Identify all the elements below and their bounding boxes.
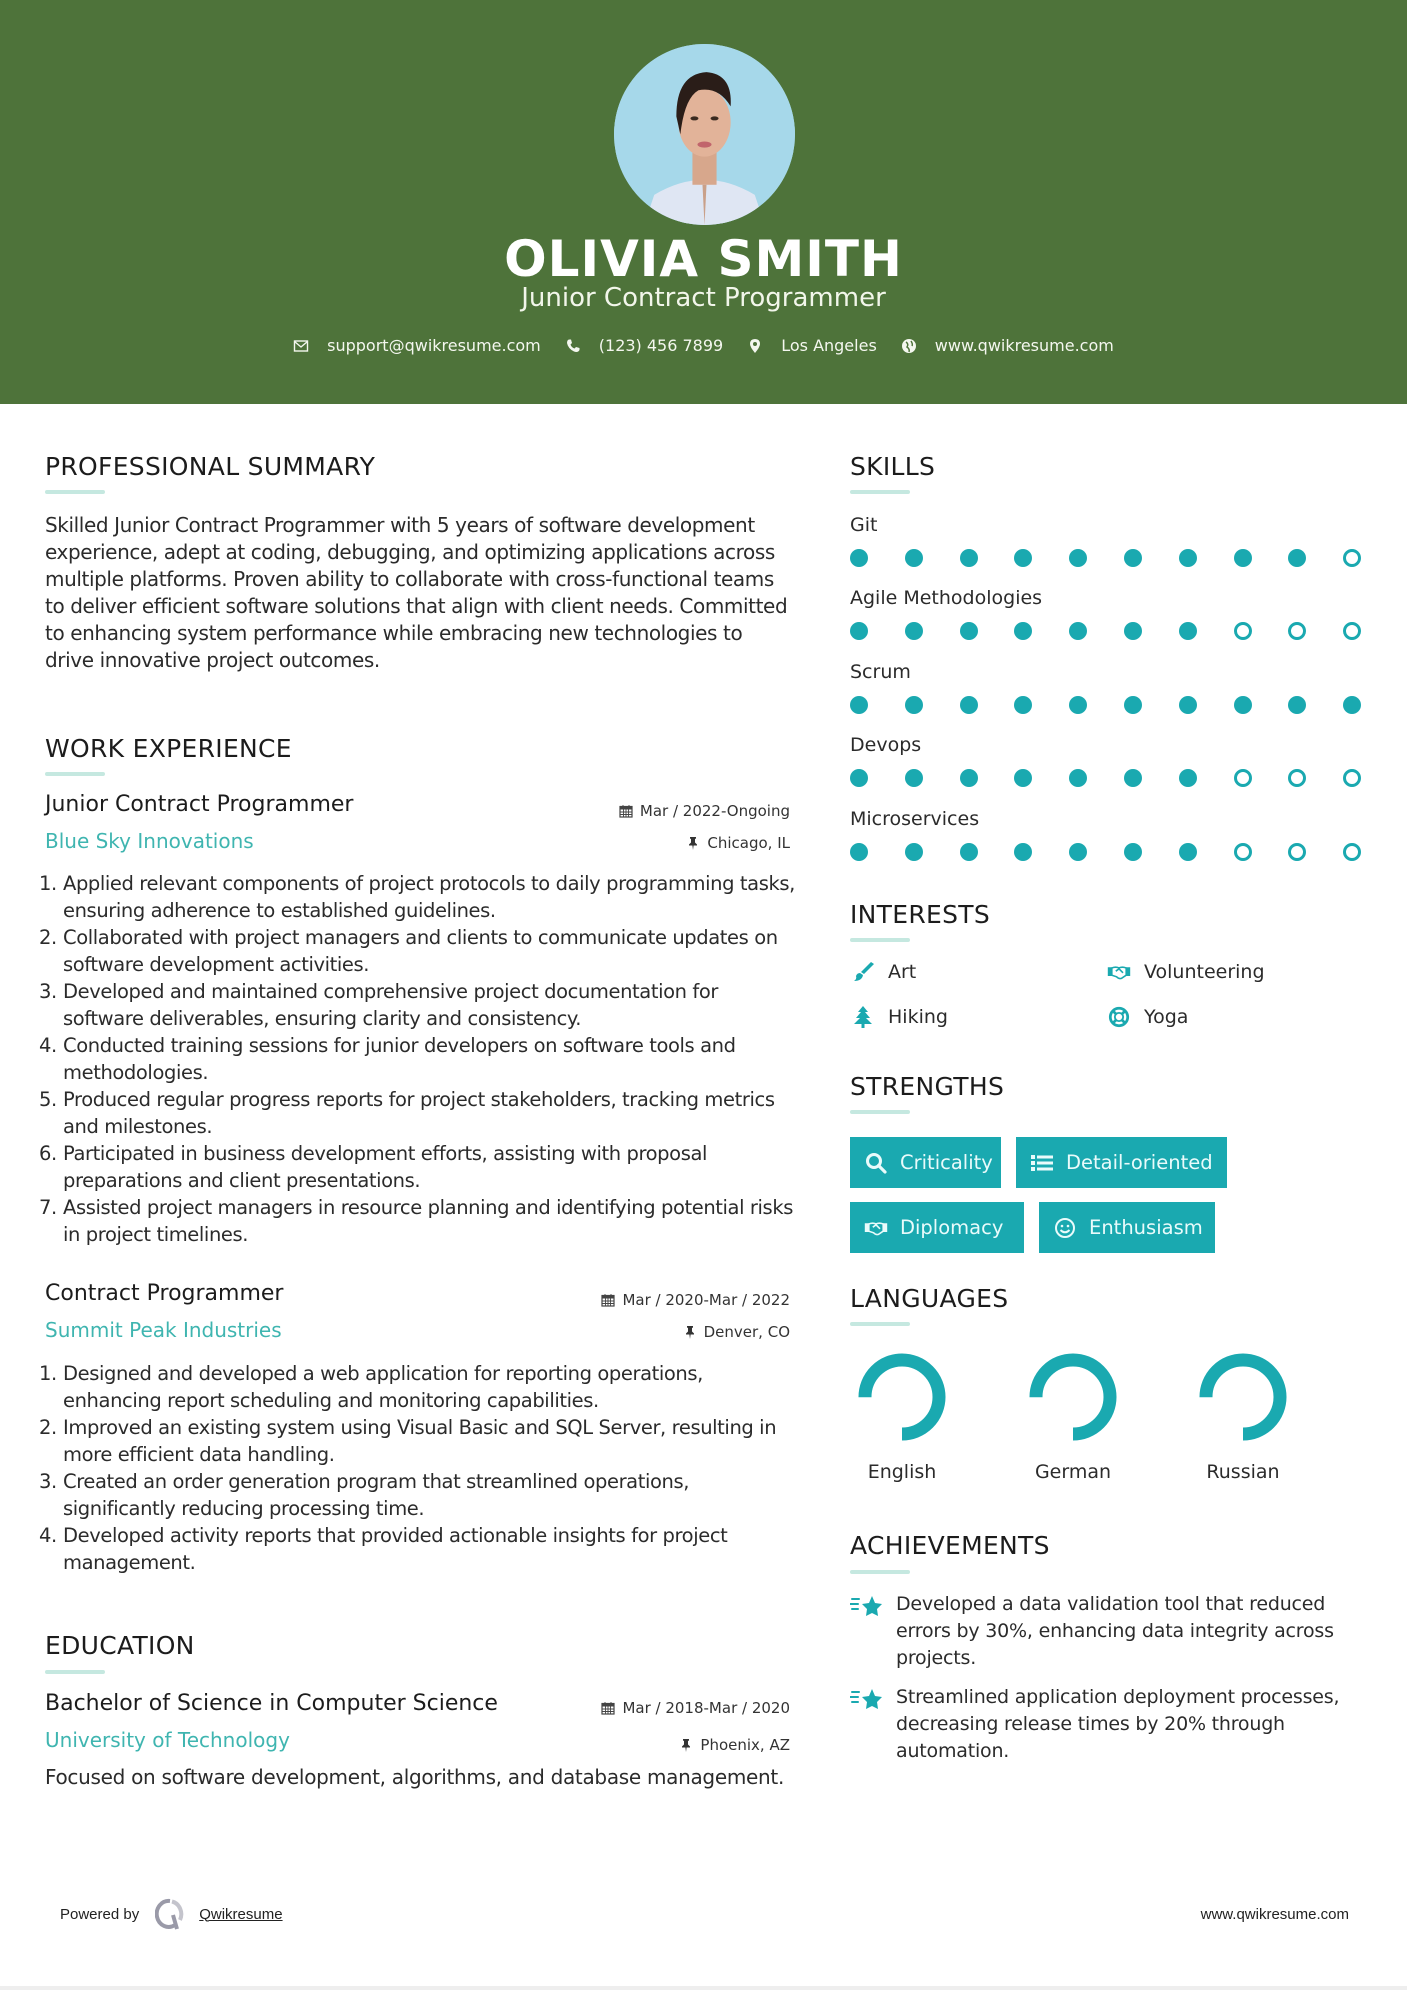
skill-dot-empty	[1343, 622, 1361, 640]
strength-chip-diplomacy	[850, 1202, 1024, 1253]
map-marker-icon	[747, 338, 763, 354]
skill-dot-filled	[960, 549, 978, 567]
strength-chip-detail-oriented	[1016, 1137, 1227, 1188]
strengths-heading: STRENGTHS	[850, 1072, 1005, 1101]
contact-website[interactable]	[901, 336, 1114, 355]
skill-dot-filled	[1014, 696, 1032, 714]
skill-dot-filled	[1234, 549, 1252, 567]
skill-name: Agile Methodologies	[850, 587, 1043, 609]
interests-heading-rule	[850, 938, 910, 942]
education-location-text: Phoenix, AZ	[700, 1736, 790, 1754]
summary-text: Skilled Junior Contract Programmer with 5 years of software development experience, adept at coding, debugging, and optimizing applications across multiple platforms. Proven ability to collaborate with cross-functional teams to deliver efficient software solutions that align with client needs. Committed to enhancing system performance while embracing new technologies to drive innovative project outcomes.	[45, 513, 788, 672]
language-label: English	[867, 1461, 937, 1483]
skill-name: Microservices	[850, 808, 980, 830]
school-name: University of Technology	[45, 1728, 290, 1752]
list-icon	[1028, 1151, 1056, 1175]
interest-label: Hiking	[888, 1006, 948, 1028]
calendar-icon	[601, 1701, 615, 1715]
education-location	[679, 1736, 790, 1754]
contact-location-text: Los Angeles	[781, 336, 877, 355]
pushpin-icon	[686, 836, 700, 850]
skill-dot-filled	[1343, 696, 1361, 714]
skill-dot-filled	[1014, 549, 1032, 567]
shooting-star-icon	[850, 1684, 896, 1765]
interest-item-hiking	[850, 1006, 948, 1028]
job-location-text: Chicago, IL	[707, 834, 790, 852]
education-heading-rule	[45, 1670, 105, 1674]
summary-heading: PROFESSIONAL SUMMARY	[45, 452, 376, 481]
contact-email-text: support@qwikresume.com	[327, 336, 541, 355]
education-dates-text: Mar / 2018-Mar / 2020	[622, 1699, 790, 1717]
skill-dot-filled	[1179, 622, 1197, 640]
skill-name: Scrum	[850, 661, 911, 683]
skill-dot-filled	[850, 843, 868, 861]
globe-icon	[901, 338, 917, 354]
job-bullet: 4. Conducted training sessions for junior developers on software tools and methodologies.	[39, 1034, 736, 1084]
skill-dot-filled	[1179, 769, 1197, 787]
skill-dot-filled	[1124, 549, 1142, 567]
skill-dot-filled	[1069, 769, 1087, 787]
life-ring-icon	[1106, 1006, 1132, 1028]
skill-dot-empty	[1234, 843, 1252, 861]
language-english	[842, 1351, 962, 1483]
job-bullet: 4. Developed activity reports that provided actionable insights for project management.	[39, 1524, 728, 1574]
experience-heading-rule	[45, 772, 105, 776]
summary-heading-rule	[45, 490, 105, 494]
job-dates	[601, 1291, 790, 1309]
skill-rating	[850, 843, 1360, 863]
interest-label: Volunteering	[1144, 961, 1265, 983]
job-location	[683, 1323, 790, 1341]
envelope-icon	[293, 338, 309, 354]
interest-label: Art	[888, 961, 917, 983]
skill-dot-filled	[960, 696, 978, 714]
interest-item-art	[850, 961, 916, 983]
skill-name: Devops	[850, 734, 922, 756]
skill-dot-empty	[1288, 622, 1306, 640]
degree-title: Bachelor of Science in Computer Science	[45, 1691, 498, 1716]
education-dates	[601, 1699, 790, 1717]
language-progress-ring	[1197, 1351, 1289, 1443]
skill-dot-filled	[905, 769, 923, 787]
smile-icon	[1051, 1216, 1079, 1240]
achievements-heading-rule	[850, 1570, 910, 1574]
achievement-text: Streamlined application deployment processes, decreasing release times by 20% through automation.	[896, 1686, 1340, 1762]
interests-heading: INTERESTS	[850, 900, 991, 929]
phone-icon	[565, 338, 581, 354]
skill-dot-empty	[1234, 769, 1252, 787]
profile-photo-image	[614, 44, 795, 225]
job-company: Blue Sky Innovations	[45, 829, 254, 853]
skill-name: Git	[850, 514, 878, 536]
tree-icon	[850, 1006, 876, 1028]
job-bullet: 2. Improved an existing system using Visual Basic and SQL Server, resulting in more efficient data handling.	[39, 1416, 777, 1466]
skill-dot-filled	[1124, 622, 1142, 640]
strength-chip-enthusiasm	[1039, 1202, 1215, 1253]
job-bullet: 7. Assisted project managers in resource planning and identifying potential risks in project timelines.	[39, 1196, 793, 1246]
qwikresume-logo-icon	[155, 1898, 185, 1930]
language-russian	[1183, 1351, 1303, 1483]
skill-dot-filled	[1179, 549, 1197, 567]
skill-dot-filled	[1179, 843, 1197, 861]
skill-dot-filled	[1069, 696, 1087, 714]
search-icon	[862, 1151, 890, 1175]
skill-rating	[850, 549, 1360, 569]
contact-email[interactable]	[293, 336, 541, 355]
contact-website-text: www.qwikresume.com	[934, 336, 1114, 355]
job-title: Contract Programmer	[45, 1281, 284, 1306]
skill-dot-filled	[850, 696, 868, 714]
job-bullet: 2. Collaborated with project managers and clients to communicate updates on software development activities.	[39, 926, 778, 976]
footer-powered-by	[60, 1898, 283, 1930]
achievement-item	[850, 1684, 1370, 1765]
education-heading: EDUCATION	[45, 1631, 195, 1660]
skill-dot-filled	[1069, 843, 1087, 861]
pushpin-icon	[683, 1325, 697, 1339]
contact-phone-text: (123) 456 7899	[598, 336, 724, 355]
paint-brush-icon	[850, 961, 876, 983]
strength-label: Criticality	[900, 1151, 993, 1174]
strength-label: Enthusiasm	[1089, 1216, 1203, 1239]
skill-rating	[850, 696, 1360, 716]
shooting-star-icon	[850, 1591, 896, 1672]
handshake-icon	[1106, 961, 1132, 983]
skill-dot-filled	[905, 549, 923, 567]
strength-label: Diplomacy	[900, 1216, 1004, 1239]
skill-dot-empty	[1343, 549, 1361, 567]
achievement-text: Developed a data validation tool that reduced errors by 30%, enhancing data integrity across projects.	[896, 1593, 1334, 1669]
job-location-text: Denver, CO	[703, 1323, 790, 1341]
job-bullets	[39, 1360, 799, 1576]
skill-dot-filled	[905, 696, 923, 714]
skill-dot-filled	[905, 622, 923, 640]
job-bullet: 3. Developed and maintained comprehensive project documentation for software deliverables, ensuring clarity and consistency.	[39, 980, 719, 1030]
achievements-heading: ACHIEVEMENTS	[850, 1531, 1050, 1560]
skill-dot-empty	[1234, 622, 1252, 640]
job-title: Junior Contract Programmer	[45, 792, 354, 817]
languages-heading: LANGUAGES	[850, 1284, 1009, 1313]
skills-heading-rule	[850, 490, 910, 494]
skill-dot-filled	[1069, 549, 1087, 567]
skill-rating	[850, 769, 1360, 789]
candidate-name: OLIVIA SMITH	[504, 230, 903, 288]
job-dates	[619, 802, 790, 820]
skill-dot-filled	[1288, 549, 1306, 567]
skill-dot-filled	[1124, 696, 1142, 714]
languages-heading-rule	[850, 1322, 910, 1326]
education-description: Focused on software development, algorithms, and database management.	[45, 1765, 784, 1789]
job-bullet: 6. Participated in business development efforts, assisting with proposal preparations and client presentations.	[39, 1142, 708, 1192]
skill-dot-filled	[1179, 696, 1197, 714]
powered-by-label: Powered by	[60, 1905, 140, 1923]
skill-dot-filled	[1069, 622, 1087, 640]
skill-dot-empty	[1343, 843, 1361, 861]
resume-header	[0, 0, 1407, 404]
skills-heading: SKILLS	[850, 452, 936, 481]
skill-dot-filled	[960, 843, 978, 861]
job-bullet: 1. Designed and developed a web application for reporting operations, enhancing report scheduling and monitoring capabilities.	[39, 1362, 703, 1412]
page-bottom-border	[0, 1986, 1407, 1990]
job-dates-text: Mar / 2022-Ongoing	[639, 802, 790, 820]
handshake-icon	[862, 1216, 890, 1240]
skill-dot-filled	[1288, 696, 1306, 714]
qwikresume-link[interactable]: Qwikresume	[199, 1905, 283, 1923]
contact-bar	[0, 336, 1407, 355]
strength-chip-criticality	[850, 1137, 1001, 1188]
contact-phone[interactable]	[565, 336, 723, 355]
language-label: Russian	[1206, 1461, 1280, 1483]
interest-item-volunteering	[1106, 961, 1265, 983]
skill-dot-empty	[1288, 769, 1306, 787]
skill-dot-filled	[850, 549, 868, 567]
skill-dot-filled	[905, 843, 923, 861]
calendar-icon	[601, 1293, 615, 1307]
contact-location	[747, 336, 877, 355]
job-company: Summit Peak Industries	[45, 1318, 282, 1342]
skill-rating	[850, 622, 1360, 642]
language-progress-ring	[856, 1351, 948, 1443]
job-bullet: 5. Produced regular progress reports for project stakeholders, tracking metrics and milestones.	[39, 1088, 775, 1138]
job-bullet: 1. Applied relevant components of project protocols to daily programming tasks, ensuring adherence to established guidelines.	[39, 872, 795, 922]
skill-dot-filled	[1014, 769, 1032, 787]
job-bullets	[39, 870, 799, 1248]
calendar-icon	[619, 804, 633, 818]
skill-dot-filled	[960, 622, 978, 640]
pushpin-icon	[679, 1738, 693, 1752]
strengths-heading-rule	[850, 1110, 910, 1114]
interest-item-yoga	[1106, 1006, 1188, 1028]
job-location	[686, 834, 790, 852]
candidate-title: Junior Contract Programmer	[521, 283, 886, 313]
language-progress-ring	[1027, 1351, 1119, 1443]
skill-dot-filled	[850, 622, 868, 640]
skill-dot-empty	[1343, 769, 1361, 787]
achievement-item	[850, 1591, 1370, 1672]
profile-photo	[614, 44, 795, 225]
skill-dot-filled	[1124, 769, 1142, 787]
skill-dot-filled	[1124, 843, 1142, 861]
skill-dot-filled	[850, 769, 868, 787]
skill-dot-filled	[1014, 843, 1032, 861]
experience-heading: WORK EXPERIENCE	[45, 734, 292, 763]
language-label: German	[1034, 1461, 1112, 1483]
job-dates-text: Mar / 2020-Mar / 2022	[622, 1291, 790, 1309]
footer-website[interactable]: www.qwikresume.com	[1200, 1906, 1349, 1923]
skill-dot-empty	[1288, 843, 1306, 861]
skill-dot-filled	[1014, 622, 1032, 640]
language-german	[1013, 1351, 1133, 1483]
strength-label: Detail-oriented	[1066, 1151, 1213, 1174]
skill-dot-filled	[960, 769, 978, 787]
interest-label: Yoga	[1144, 1006, 1189, 1028]
job-bullet: 3. Created an order generation program that streamlined operations, significantly reducing processing time.	[39, 1470, 690, 1520]
skill-dot-filled	[1234, 696, 1252, 714]
